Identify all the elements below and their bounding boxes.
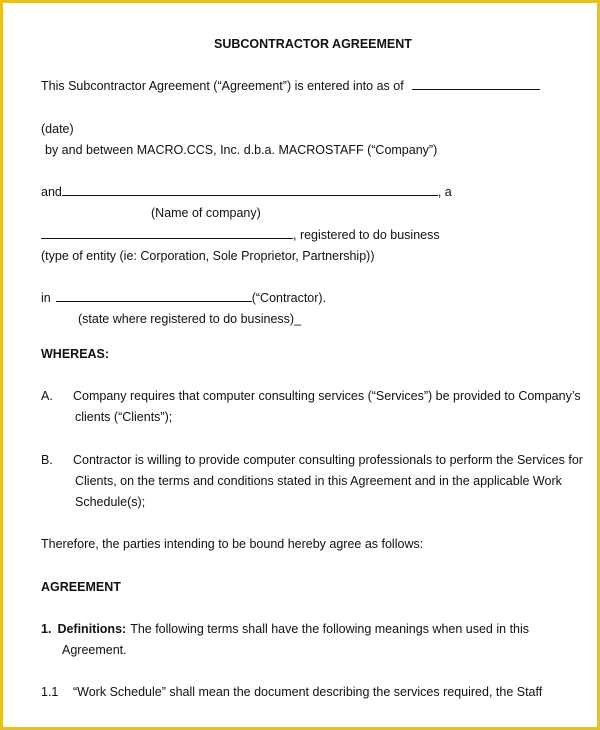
entity-type-label: (type of entity (ie: Corporation, Sole Proprietor, Partnership))	[41, 249, 375, 263]
date-blank[interactable]	[412, 78, 540, 90]
company-name-blank[interactable]	[62, 184, 438, 196]
state-label: (state where registered to do business)_	[78, 312, 302, 326]
between-line: by and between MACRO.CCS, Inc. d.b.a. MACROSTAFF (“Company”)	[45, 143, 438, 157]
intro-lead: This Subcontractor Agreement (“Agreement”) is entered into as of	[41, 79, 404, 93]
clause-text: “Work Schedule” shall mean the document describing the services required, the Staff	[73, 685, 543, 699]
whereas-a-line2: clients (“Clients”);	[75, 410, 173, 424]
definitions-number: 1.	[41, 622, 52, 636]
whereas-a-marker: A.	[41, 389, 53, 403]
intro-line	[41, 78, 540, 94]
comma-a: , a	[437, 185, 452, 199]
whereas-b-line3: Schedule(s);	[75, 495, 146, 509]
entity-blank-2[interactable]	[109, 227, 171, 239]
and-line	[41, 184, 452, 200]
definitions-line	[41, 621, 529, 637]
therefore-line: Therefore, the parties intending to be bound hereby agree as follows:	[41, 537, 424, 551]
clause-number: 1.1	[41, 685, 59, 699]
whereas-heading: WHEREAS:	[41, 347, 110, 361]
state-line	[41, 290, 326, 306]
whereas-b-line1: Contractor is willing to provide computer consulting professionals to perform the Services for	[73, 453, 583, 467]
entity-line	[41, 227, 440, 243]
and-label: and	[41, 185, 62, 199]
entity-blank-1[interactable]	[41, 227, 109, 239]
document-title: SUBCONTRACTOR AGREEMENT	[214, 37, 412, 51]
state-blank[interactable]	[56, 290, 252, 302]
whereas-a-line1: Company requires that computer consulting services (“Services”) be provided to Company’s	[73, 389, 581, 403]
name-of-company-label: (Name of company)	[151, 206, 261, 220]
definitions-continuation: Agreement.	[62, 643, 127, 657]
date-label: (date)	[41, 122, 74, 136]
definitions-text: The following terms shall have the following meanings when used in this	[130, 622, 530, 636]
entity-blank-3[interactable]	[171, 227, 293, 239]
whereas-b-line2: Clients, on the terms and conditions stated in this Agreement and in the applicable Work	[75, 474, 562, 488]
in-label: in	[41, 291, 51, 305]
contractor-label: (“Contractor).	[251, 291, 327, 305]
whereas-b-marker: B.	[41, 453, 53, 467]
registered-label: , registered to do business	[293, 228, 440, 242]
definitions-title: Definitions:	[57, 622, 127, 636]
agreement-heading: AGREEMENT	[41, 580, 121, 594]
